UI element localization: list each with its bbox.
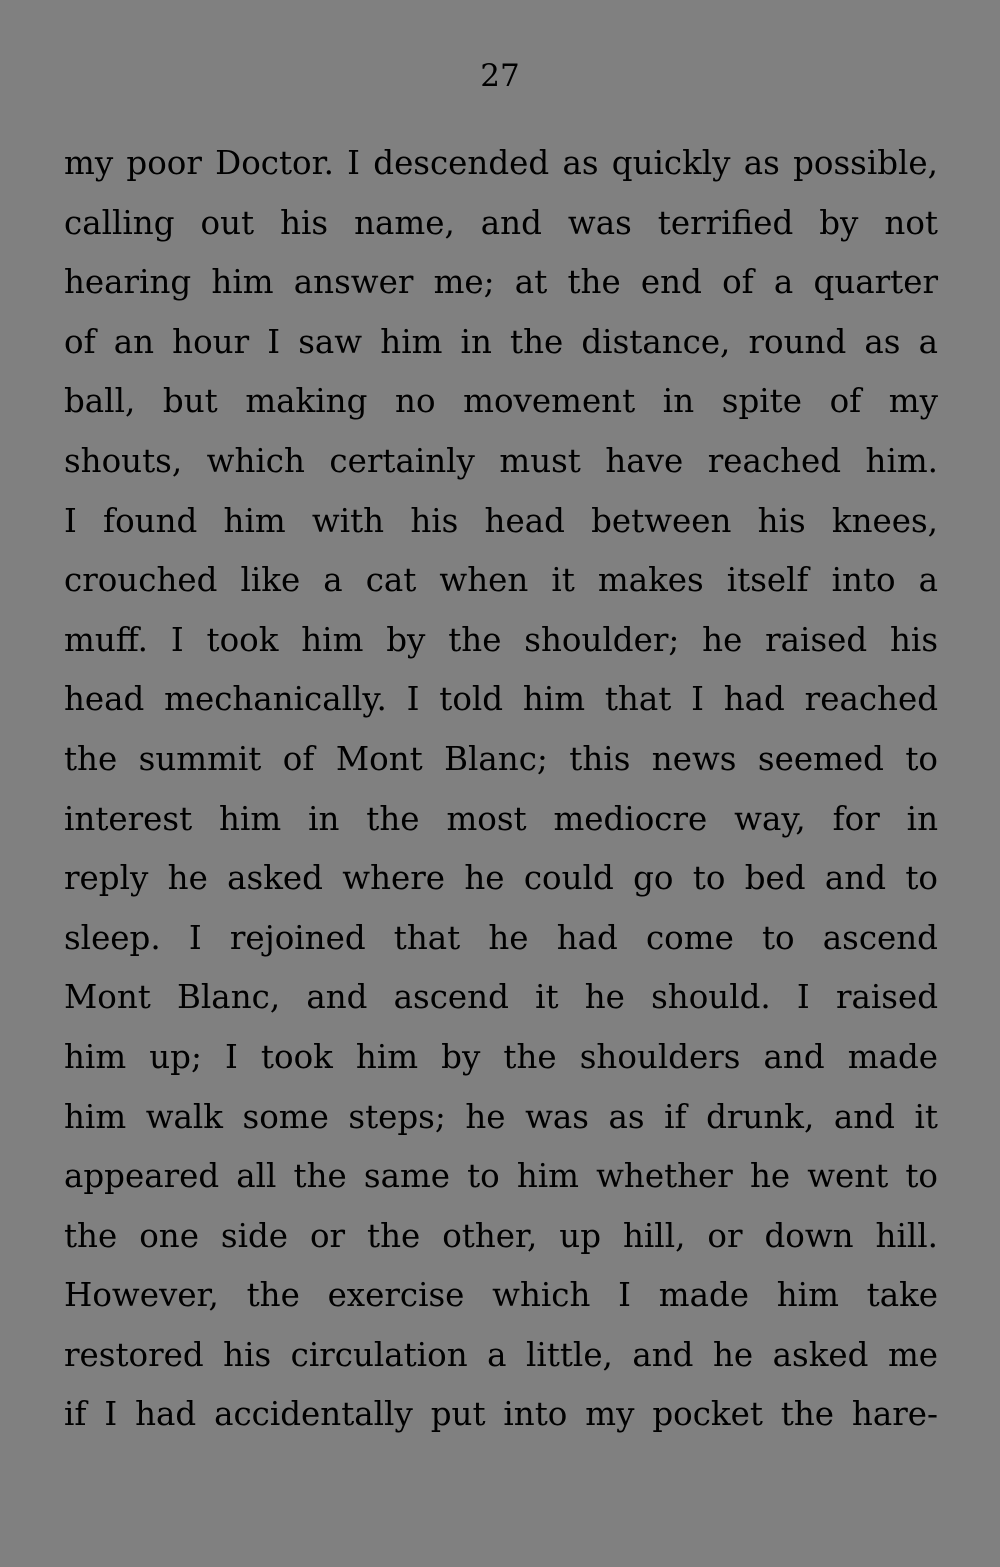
text-line: reply he asked where he could go to bed and to <box>64 859 938 898</box>
text-line: shouts, which certainly must have reached him. <box>64 441 938 480</box>
text-line: However, the exercise which I made him take <box>64 1276 938 1315</box>
text-line: restored his circulation a little, and he asked me <box>64 1335 938 1374</box>
text-line: him up; I took him by the shoulders and made <box>64 1037 938 1076</box>
text-line: calling out his name, and was terrified by not <box>64 203 938 242</box>
text-line: my poor Doctor. I descended as quickly as possible, <box>64 144 938 182</box>
text-line: of an hour I saw him in the distance, round as a <box>64 322 938 361</box>
page-number: 27 <box>480 58 520 94</box>
text-line: hearing him answer me; at the end of a quarter <box>64 263 938 302</box>
text-line: him walk some steps; he was as if drunk, and it <box>64 1097 938 1136</box>
text-line: if I had accidentally put into my pocket the hare- <box>64 1395 938 1434</box>
text-line: head mechanically. I told him that I had reached <box>64 680 938 719</box>
text-line: interest him in the most mediocre way, for in <box>64 799 938 838</box>
text-line: muff. I took him by the shoulder; he raised his <box>64 620 938 659</box>
text-line: sleep. I rejoined that he had come to ascend <box>64 918 938 957</box>
text-line: the summit of Mont Blanc; this news seemed to <box>64 739 938 778</box>
text-line: ball, but making no movement in spite of my <box>64 382 938 421</box>
text-line: I found him with his head between his knees, <box>64 501 938 540</box>
text-line: the one side or the other, up hill, or down hill. <box>64 1216 938 1255</box>
text-line: appeared all the same to him whether he went to <box>64 1157 938 1196</box>
body-text <box>64 134 938 1445</box>
text-line: Mont Blanc, and ascend it he should. I raised <box>64 978 938 1017</box>
text-line: crouched like a cat when it makes itself into a <box>64 561 938 600</box>
